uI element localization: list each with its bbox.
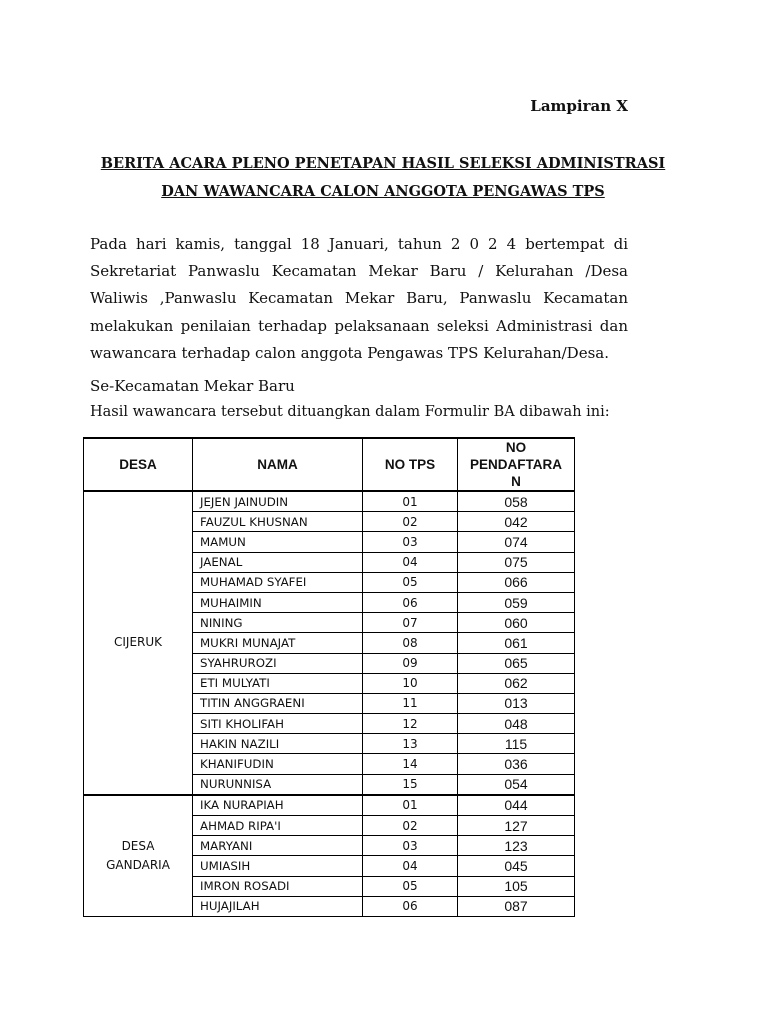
- desa-name-line: CIJERUK: [113, 635, 163, 650]
- nama-cell: JAENAL: [193, 552, 363, 572]
- no-pendaftaran-cell: 105: [458, 876, 575, 896]
- no-pendaftaran-cell: 013: [458, 693, 575, 713]
- nama-cell: ETI MULYATI: [193, 673, 363, 693]
- tps-cell: 03: [363, 532, 458, 552]
- no-pendaftaran-cell: 123: [458, 836, 575, 856]
- tps-cell: 06: [363, 592, 458, 612]
- tps-cell: 14: [363, 754, 458, 774]
- header-no-pendaftaran-line: NO: [505, 440, 527, 455]
- header-nama: NAMA: [193, 438, 363, 491]
- nama-cell: HUJAJILAH: [193, 896, 363, 916]
- no-pendaftaran-cell: 058: [458, 491, 575, 512]
- tps-cell: 09: [363, 653, 458, 673]
- no-pendaftaran-cell: 048: [458, 714, 575, 734]
- results-caption: Hasil wawancara tersebut dituangkan dalam Formulir BA dibawah ini:: [90, 404, 610, 420]
- nama-cell: SITI KHOLIFAH: [193, 714, 363, 734]
- tps-cell: 04: [363, 552, 458, 572]
- nama-cell: AHMAD RIPA'I: [193, 816, 363, 836]
- paragraph-line: Waliwis ,Panwaslu Kecamatan Mekar Baru, Panwaslu Kecamatan: [90, 289, 628, 308]
- title-line-1: BERITA ACARA PLENO PENETAPAN HASIL SELEKSI ADMINISTRASI: [100, 155, 666, 172]
- no-pendaftaran-cell: 074: [458, 532, 575, 552]
- no-pendaftaran-cell: 059: [458, 592, 575, 612]
- nama-cell: JEJEN JAINUDIN: [193, 491, 363, 512]
- header-no-pendaftaran: [458, 438, 575, 491]
- tps-cell: 07: [363, 613, 458, 633]
- no-pendaftaran-cell: 115: [458, 734, 575, 754]
- desa-cell: [84, 491, 193, 795]
- tps-cell: 02: [363, 512, 458, 532]
- no-pendaftaran-cell: 062: [458, 673, 575, 693]
- desa-name-line: DESA: [121, 838, 155, 853]
- no-pendaftaran-cell: 066: [458, 572, 575, 592]
- paragraph-line: Pada hari kamis, tanggal 18 Januari, tahun 2 0 2 4 bertempat di: [90, 235, 628, 253]
- tps-cell: 05: [363, 876, 458, 896]
- tps-cell: 13: [363, 734, 458, 754]
- nama-cell: KHANIFUDIN: [193, 754, 363, 774]
- nama-cell: MUHAMAD SYAFEI: [193, 572, 363, 592]
- nama-cell: NINING: [193, 613, 363, 633]
- table-row: [84, 795, 575, 816]
- intro-paragraph: [90, 231, 628, 367]
- no-pendaftaran-cell: 061: [458, 633, 575, 653]
- nama-cell: UMIASIH: [193, 856, 363, 876]
- tps-cell: 12: [363, 714, 458, 734]
- nama-cell: MAMUN: [193, 532, 363, 552]
- tps-cell: 15: [363, 774, 458, 795]
- no-pendaftaran-cell: 042: [458, 512, 575, 532]
- tps-cell: 03: [363, 836, 458, 856]
- paragraph-line: melakukan penilaian terhadap pelaksanaan seleksi Administrasi dan: [90, 316, 628, 335]
- no-pendaftaran-cell: 044: [458, 795, 575, 816]
- no-pendaftaran-cell: 036: [458, 754, 575, 774]
- no-pendaftaran-cell: 075: [458, 552, 575, 572]
- no-pendaftaran-cell: 045: [458, 856, 575, 876]
- tps-cell: 01: [363, 795, 458, 816]
- no-pendaftaran-cell: 087: [458, 896, 575, 916]
- desa-name-line: GANDARIA: [106, 857, 170, 872]
- nama-cell: SYAHRUROZI: [193, 653, 363, 673]
- table-header-row: [84, 438, 575, 491]
- header-no-pendaftaran-line: PENDAFTARA: [470, 457, 562, 472]
- table-row: [84, 491, 575, 512]
- nama-cell: IMRON ROSADI: [193, 876, 363, 896]
- kecamatan-label: Se-Kecamatan Mekar Baru: [90, 377, 295, 395]
- ba-results-table: [83, 437, 575, 917]
- tps-cell: 08: [363, 633, 458, 653]
- tps-cell: 02: [363, 816, 458, 836]
- header-no-tps: NO TPS: [363, 438, 458, 491]
- table-body: [84, 491, 575, 916]
- no-pendaftaran-cell: 127: [458, 816, 575, 836]
- nama-cell: HAKIN NAZILI: [193, 734, 363, 754]
- attachment-label: Lampiran X: [530, 97, 628, 115]
- nama-cell: MARYANI: [193, 836, 363, 856]
- tps-cell: 04: [363, 856, 458, 876]
- header-no-pendaftaran-line: N: [511, 474, 521, 489]
- tps-cell: 06: [363, 896, 458, 916]
- tps-cell: 05: [363, 572, 458, 592]
- no-pendaftaran-cell: 065: [458, 653, 575, 673]
- tps-cell: 10: [363, 673, 458, 693]
- paragraph-line: Sekretariat Panwaslu Kecamatan Mekar Baru / Kelurahan /Desa: [90, 262, 628, 281]
- no-pendaftaran-cell: 060: [458, 613, 575, 633]
- nama-cell: NURUNNISA: [193, 774, 363, 795]
- tps-cell: 01: [363, 491, 458, 512]
- title-line-2: DAN WAWANCARA CALON ANGGOTA PENGAWAS TPS: [161, 183, 605, 200]
- document-title: [90, 150, 676, 206]
- nama-cell: TITIN ANGGRAENI: [193, 693, 363, 713]
- nama-cell: FAUZUL KHUSNAN: [193, 512, 363, 532]
- tps-cell: 11: [363, 693, 458, 713]
- desa-cell: [84, 795, 193, 917]
- nama-cell: MUKRI MUNAJAT: [193, 633, 363, 653]
- paragraph-line: wawancara terhadap calon anggota Pengawas TPS Kelurahan/Desa.: [90, 343, 609, 362]
- header-desa: DESA: [84, 438, 193, 491]
- no-pendaftaran-cell: 054: [458, 774, 575, 795]
- nama-cell: IKA NURAPIAH: [193, 795, 363, 816]
- nama-cell: MUHAIMIN: [193, 592, 363, 612]
